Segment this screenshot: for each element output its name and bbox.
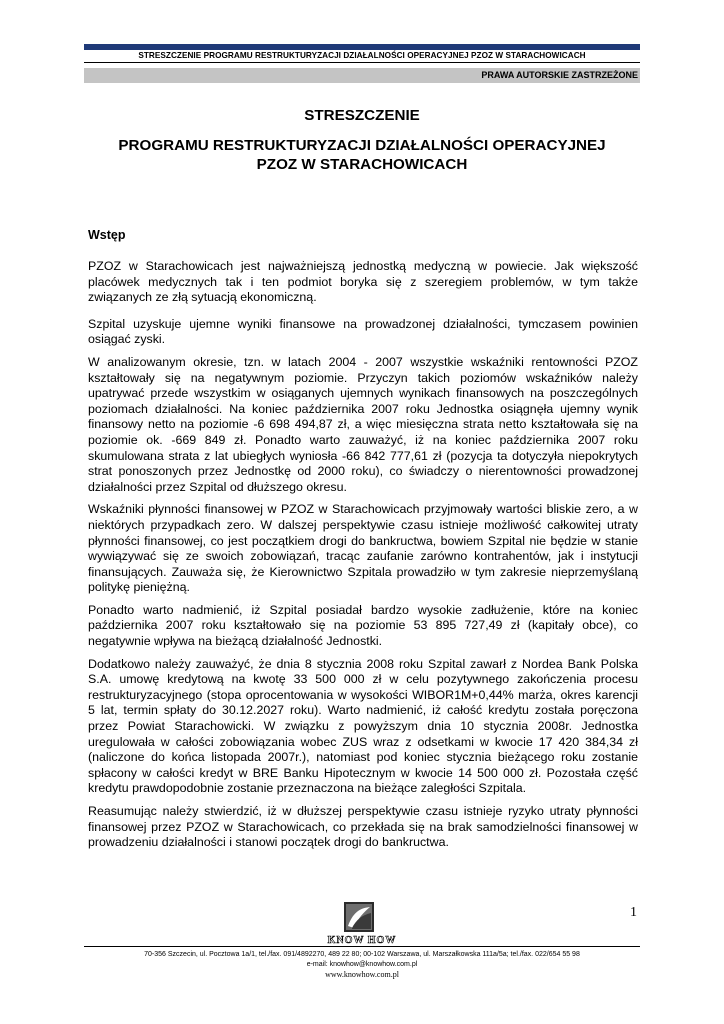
body-text <box>88 259 638 858</box>
page-number: 1 <box>630 905 637 920</box>
document-title: STRESZCZENIE <box>304 107 420 124</box>
header-rule <box>84 62 640 63</box>
document-subtitle-line-1: PROGRAMU RESTRUKTURYZACJI DZIAŁALNOŚCI OPERACYJNEJ <box>118 137 606 154</box>
paragraph-6: Dodatkowo należy zauważyć, że dnia 8 stycznia 2008 roku Szpital zawarł z Nordea Bank Polska S.A. umowę kredytową na kwotę 33 500 000 zł w celu pozytywnego zakończenia procesu restrukturyzacyjnego (stopa oprocentowania w wysokości WIBOR1M+0,44% marża, okres karencji 5 lat, termin spłaty do 30.12.2027 roku). Warto nadmienić, iż całość kredytu została poręczona przez Powiat Starachowicki. W związku z powyższym dnia 10 stycznia 2008r. Jednostka uregulowała w całości zobowiązania wobec ZUS wraz z odsetkami w kwocie 17 420 384,34 zł (naliczone do końca listopada 2007r.), natomiast pod koniec stycznia bieżącego roku zostanie spłacony w całości kredyt w BRE Banku Hipotecznym w kwocie 14 500 000 zł. Pozostała część kredytu prawdopodobnie zostanie przeznaczona na bieżące zaległości Szpitala. <box>88 656 638 796</box>
running-header-title: STRESZCZENIE PROGRAMU RESTRUKTURYZACJI DZIAŁALNOŚCI OPERACYJNEJ PZOZ W STARACHOWICACH <box>138 51 586 60</box>
section-heading: Wstęp <box>88 228 126 242</box>
header-bar <box>84 44 640 50</box>
paragraph-3: W analizowanym okresie, tzn. w latach 2004 - 2007 wszystkie wskaźniki rentowności PZOZ kształtowały się na negatywnym poziomie. Przyczyn takich poziomów wskaźników należy upatrywać przede wszystkim w osiąganych ujemnych wynikach finansowych na poszczególnych poziomach działalności. Na koniec października 2007 roku Jednostka osiągnęła ujemny wynik finansowy netto na poziomie -6 698 494,87 zł, a więc miesięczna strata netto kształtowała się na poziomie ok. -669 849 zł. Ponadto warto zauważyć, iż na koniec października 2007 roku skumulowana strata z lat ubiegłych wyniosła -66 842 777,61 zł (pozycja ta dotyczyła niepokrytych strat ponoszonych przez Jednostkę od 2000 roku), co świadczy o nierentowności prowadzonej działalności przez Szpital od dłuższego okresu. <box>88 354 638 494</box>
footer-email: e-mail: knowhow@knowhow.com.pl <box>306 961 418 968</box>
copyright-notice: PRAWA AUTORSKIE ZASTRZEŻONE <box>481 70 638 80</box>
footer-address: 70-356 Szczecin, ul. Pocztowa 1a/1, tel./fax. 091/4892270, 489 22 80; 00-102 Warszawa, ul. Marszałkowska 111a/5a; tel./fax. 022/654 55 98 <box>144 951 580 958</box>
paragraph-5: Ponadto warto nadmienić, iż Szpital posiadał bardzo wysokie zadłużenie, które na koniec października 2007 roku kształtowało się na poziomie 53 895 727,49 zł (kapitały obce), co negatywnie wpływa na bieżącą działalność Jednostki. <box>88 602 638 649</box>
paragraph-4: Wskaźniki płynności finansowej w PZOZ w Starachowicach przyjmowały wartości bliskie zero, a w niektórych przypadkach zero. W dalszej perspektywie czasu istnieje możliwość całkowitej utraty płynności finansowej, co jest początkiem drogi do bankructwa, bowiem Szpital nie będzie w stanie wywiązywać się ze swoich zobowiązań, tracąc zaufanie zarówno kontrahentów, jak i instytucji finansujących. Zauważa się, że Kierownictwo Szpitala prowadziło w tym zakresie nieprzemyślaną politykę pieniężną. <box>88 502 638 595</box>
paragraph-1: PZOZ w Starachowicach jest najważniejszą jednostką medyczną w powiecie. Jak większość placówek medycznych tak i ten podmiot boryka się z szeregiem problemów, w tym także związanych ze złą sytuacją ekonomiczną. <box>88 259 638 305</box>
paragraph-2: Szpital uzyskuje ujemne wyniki finansowe na prowadzonej działalności, tymczasem powinien osiągać zyski. <box>88 316 638 347</box>
footer-rule <box>84 946 640 947</box>
footer-website: www.knowhow.com.pl <box>325 970 399 979</box>
brand-name: KNOW HOW <box>327 935 397 946</box>
document-subtitle-line-2: PZOZ W STARACHOWICACH <box>256 156 468 173</box>
document-subtitle <box>84 136 640 174</box>
company-logo-icon <box>344 902 374 932</box>
paragraph-7: Reasumując należy stwierdzić, iż w dłuższej perspektywie czasu istnieje ryzyko utraty płynności finansowej przez PZOZ w Starachowicach, co przekłada się na brak samodzielności finansowej w prowadzeniu działalności i stanowi początek drogi do bankructwa. <box>88 804 638 850</box>
